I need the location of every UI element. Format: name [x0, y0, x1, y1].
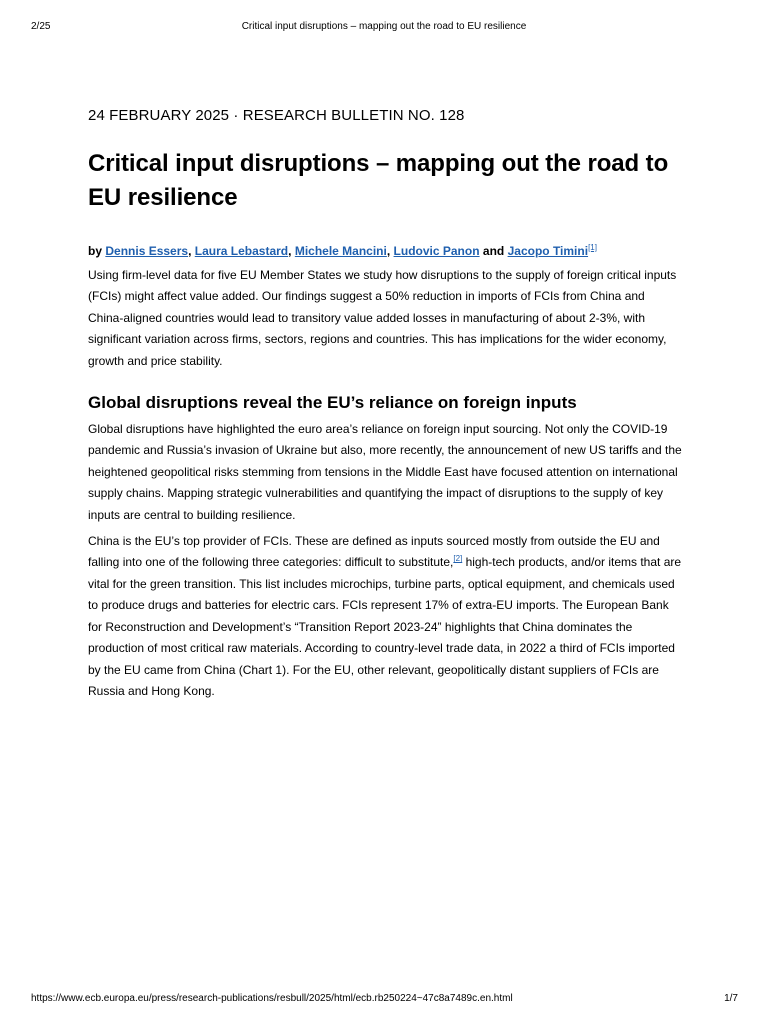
print-page-number: 2/25 [31, 21, 51, 32]
footnote-2 [453, 554, 462, 563]
byline [88, 241, 682, 261]
byline-sep: , [188, 244, 192, 258]
author-link-essers[interactable]: Dennis Essers [105, 244, 189, 258]
section-heading: Global disruptions reveal the EU’s reliance on foreign inputs [88, 393, 577, 413]
byline-sep: , [386, 244, 391, 258]
footnote-1 [588, 243, 597, 252]
body-paragraph-1: Global disruptions have highlighted the euro area’s reliance on foreign input sourcing. Not only the COVID-19 pandemic and Russia’s invasion of Ukraine but also, more recently, the announcement of new US tariffs and the heightened geopolitical risks stemming from tensions in the Middle East have focused attention on international supply chains. Mapping strategic vulnerabilities and quantifying the impact of disruptions to the supply of key inputs are central to building resilience. [88, 422, 682, 522]
article-title: Critical input disruptions – mapping out the road to EU resilience [88, 150, 669, 211]
author-link-panon[interactable]: Ludovic Panon [393, 244, 480, 258]
print-document-title: Critical input disruptions – mapping out the road to EU resilience [241, 21, 527, 32]
print-url: https://www.ecb.europa.eu/press/research-publications/resbull/2025/html/ecb.rb250224~47c8a7489c.en.html [31, 993, 513, 1004]
print-footer [0, 992, 768, 1006]
byline-sep: , [288, 244, 292, 258]
article [88, 106, 682, 702]
byline-prefix: by [88, 244, 103, 258]
article-meta: 24 FEBRUARY 2025 · RESEARCH BULLETIN NO. 128 [88, 107, 465, 124]
print-page-count: 1/7 [724, 993, 738, 1004]
abstract: Using firm-level data for five EU Member States we study how disruptions to the supply of foreign critical inputs (FCIs) might affect value added. Our findings suggest a 50% reduction in imports of FCIs from China and China-aligned countries would lead to transitory value added losses in manufacturing of about 2-3%, with significant variation across firms, sectors, regions and countries. This has implications for the wider economy, growth and price stability. [88, 268, 677, 368]
body-paragraph-2-part-1: China is the EU’s top provider of FCIs. These are defined as inputs sourced mostly from outside the EU and falling into one of the following three categories: difficult to substitute, [88, 534, 660, 570]
body-paragraph-2-part-2: high-tech products, and/or items that are vital for the green transition. This list includes microchips, turbine parts, optical equipment, and chemicals used to produce drugs and batteries for electric cars. FCIs represent 17% of extra-EU imports. The European Bank for Reconstruction and Development’s “Transition Report 2023-24” highlights that China dominates the production of most critical raw materials. According to country-level trade data, in 2022 a third of FCIs imported by the EU came from China (Chart 1). For the EU, other relevant, geopolitically distant suppliers of FCIs are Russia and Hong Kong. [88, 555, 682, 698]
author-link-lebastard[interactable]: Laura Lebastard [194, 244, 289, 258]
body-paragraph-2 [88, 531, 682, 702]
footnote-2-link[interactable]: [2] [453, 554, 463, 564]
author-link-timini[interactable]: Jacopo Timini [507, 244, 589, 258]
footnote-1-link[interactable]: [1] [588, 243, 597, 252]
print-header [0, 20, 768, 34]
byline-and: and [482, 244, 505, 258]
author-link-mancini[interactable]: Michele Mancini [294, 244, 387, 258]
